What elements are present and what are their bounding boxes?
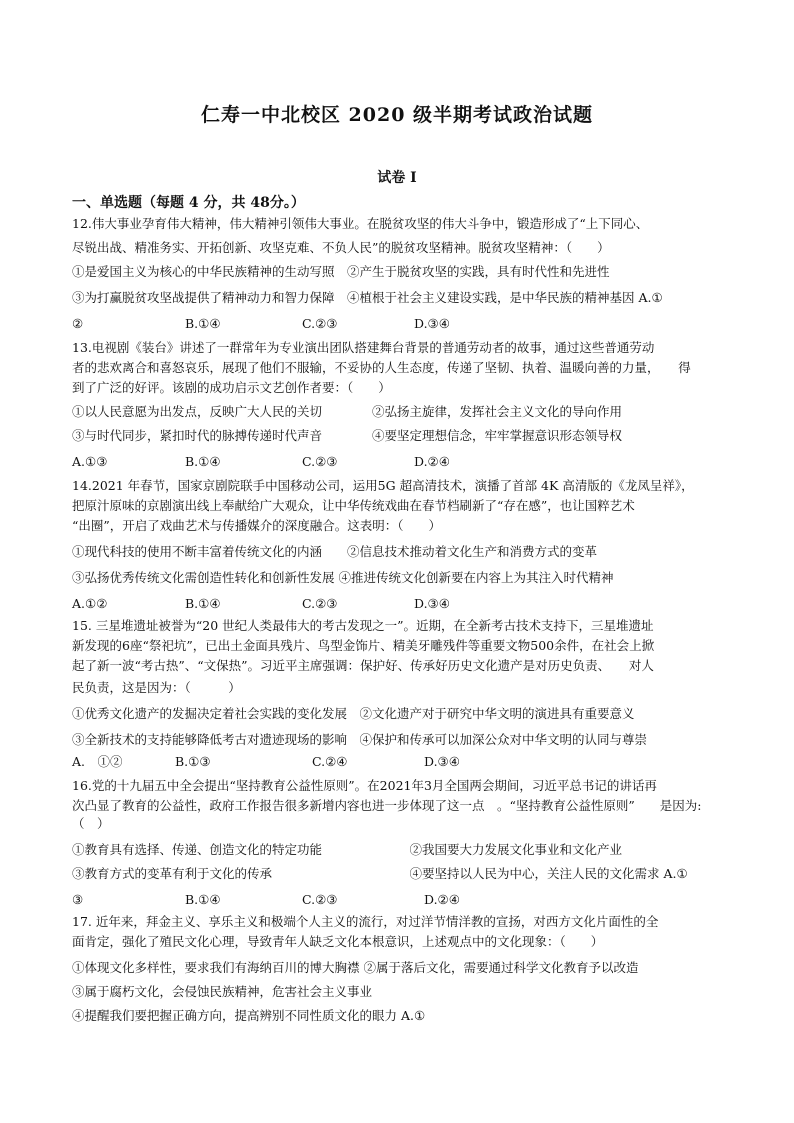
choice-b: B.①④ — [185, 316, 221, 331]
question-14-line-2: 把原汁原味的京剧演出线上奉献给广大观众，让中华传统戏曲在春节档刷新了“存在感”，也让国粹艺术 — [72, 498, 635, 513]
question-13-line-5: ③与时代同步，紧扣时代的脉搏传递时代声音 ④要坚定理想信念，牢牢掌握意识形态领导权 — [72, 428, 623, 443]
question-17-line-1: 17. 近年来，拜金主义、享乐主义和极端个人主义的流行，对过洋节情洋教的宣扬，对西方文化片面性的全 — [72, 914, 659, 929]
choice-a: A.①② — [72, 596, 108, 611]
question-16-line-2: 次凸显了教育的公益性，政府工作报告很多新增内容也进一步体现了这一点 。“坚持教育公益性原则” 是因为: — [72, 798, 702, 813]
choice-d: D.③④ — [414, 316, 450, 331]
question-15-line-6: ③全新技术的支持能够降低考古对遗迹现场的影响 ④保护和传承可以加深公众对中华文明的认同与尊崇 — [72, 732, 648, 747]
question-16-line-4: ①教育具有选择、传递、创造文化的特定功能 ②我国要大力发展文化事业和文化产业 — [72, 842, 623, 857]
question-14-line-3: “出圈”，开启了戏曲艺术与传播媒介的深度融合。这表明：（ ） — [72, 518, 442, 533]
choice-b: B.①④ — [185, 892, 221, 907]
question-17-line-2: 面肯定，强化了殖民文化心理，导致青年人缺乏文化本根意识，上述观点中的文化现象：（ ） — [72, 934, 604, 949]
paper-subtitle: 试卷 I — [377, 170, 417, 186]
choice-a: A.①③ — [72, 454, 108, 469]
choice-c: C.②③ — [302, 892, 338, 907]
question-16-line-5: ③教育方式的变革有利于文化的传承 ④要坚持以人民为中心，关注人民的文化需求 A.① — [72, 866, 688, 881]
question-12-line-2: 尽锐出战、精准务实、开拓创新、攻坚克难、不负人民”的脱贫攻坚精神。脱贫攻坚精神：（ ） — [72, 240, 610, 255]
choice-c: C.②③ — [302, 454, 338, 469]
question-15-line-1: 15. 三星堆遗址被誉为“20 世纪人类最伟大的考古发现之一”。近期，在全新考古技术支持下，三星堆遗址 — [72, 618, 654, 633]
choice-b: B.①④ — [185, 454, 221, 469]
choice-c: C.②③ — [302, 596, 338, 611]
question-15-line-4: 民负责，这是因为：（ ） — [72, 680, 241, 695]
question-14-line-5: ③弘扬优秀传统文化需创造性转化和创新性发展 ④推进传统文化创新要在内容上为其注入时代精神 — [72, 570, 614, 585]
question-12-line-3: ①是爱国主义为核心的中华民族精神的生动写照 ②产生于脱贫攻坚的实践，具有时代性和先进性 — [72, 264, 610, 279]
choice-c: C.②④ — [312, 754, 348, 769]
choice-a: ③ — [72, 892, 84, 907]
choice-a: A. ①② — [72, 754, 123, 769]
question-14-line-1: 14.2021 年春节，国家京剧院联手中国移动公司，运用5G 超高清技术，演播了首部 4K 高清版的《龙凤呈祥》， — [72, 478, 694, 493]
question-15-line-3: 起了新一波“考古热”、“文保热”。习近平主席强调：保护好、传承好历史文化遗产是对历史负责、 对人 — [72, 658, 654, 673]
question-13-line-2: 者的悲欢离合和喜怒哀乐，展现了他们不服输，不妥协的人生态度，传递了坚韧、执着、温暖向善的力量， 得 — [72, 360, 691, 375]
choice-c: C.②③ — [302, 316, 338, 331]
page-title: 仁寿一中北校区 2020 级半期考试政治试题 — [200, 104, 594, 126]
question-12-line-1: 12.伟大事业孕育伟大精神，伟大精神引领伟大事业。在脱贫攻坚的伟大斗争中，锻造形成了“上下同心、 — [72, 216, 649, 231]
question-16-line-3: （ ） — [72, 816, 110, 831]
question-17-line-5: ④提醒我们要把握正确方向，提高辨别不同性质文化的眼力 A.① — [72, 1008, 426, 1023]
choice-b: B.①③ — [175, 754, 211, 769]
choice-d: D.②④ — [424, 892, 460, 907]
question-12-line-4: ③为打赢脱贫攻坚战提供了精神动力和智力保障 ④植根于社会主义建设实践，是中华民族的精神基因 A.① — [72, 290, 663, 305]
question-17-line-3: ①体现文化多样性，要求我们有海纳百川的博大胸襟 ②属于落后文化，需要通过科学文化教育予以改造 — [72, 960, 639, 975]
question-13-line-3: 到了广泛的好评。该剧的成功启示文艺创作者要：（ ） — [72, 380, 391, 395]
question-16-line-1: 16.党的十九届五中全会提出“坚持教育公益性原则”。在2021年3月全国两会期间，习近平总书记的讲话再 — [72, 778, 657, 793]
choice-d: D.③④ — [424, 754, 460, 769]
question-14-line-4: ①现代科技的使用不断丰富着传统文化的内涵 ②信息技术推动着文化生产和消费方式的变革 — [72, 544, 598, 559]
question-17-line-4: ③属于腐朽文化，会侵蚀民族精神，危害社会主义事业 — [72, 984, 373, 999]
question-15-line-2: 新发现的6座“祭祀坑”，已出土金面具残片、鸟型金饰片、精美牙雕残件等重要文物500余件，在社会上掀 — [72, 638, 655, 653]
choice-b: B.①④ — [185, 596, 221, 611]
question-13-line-1: 13.电视剧《装台》讲述了一群常年为专业演出团队搭建舞台背景的普通劳动者的故事，通过这些普通劳动 — [72, 340, 655, 355]
choice-d: D.②④ — [414, 454, 450, 469]
question-15-line-5: ①优秀文化遗产的发掘决定着社会实践的变化发展 ②文化遗产对于研究中华文明的演进具有重要意义 — [72, 706, 635, 721]
section-heading: 一、单选题（每题 4 分，共 48分。） — [72, 195, 305, 211]
question-13-line-4: ①以人民意愿为出发点，反映广大人民的关切 ②弘扬主旋律，发挥社会主义文化的导向作用 — [72, 404, 623, 419]
choice-a: ② — [72, 316, 84, 331]
choice-d: D.③④ — [414, 596, 450, 611]
